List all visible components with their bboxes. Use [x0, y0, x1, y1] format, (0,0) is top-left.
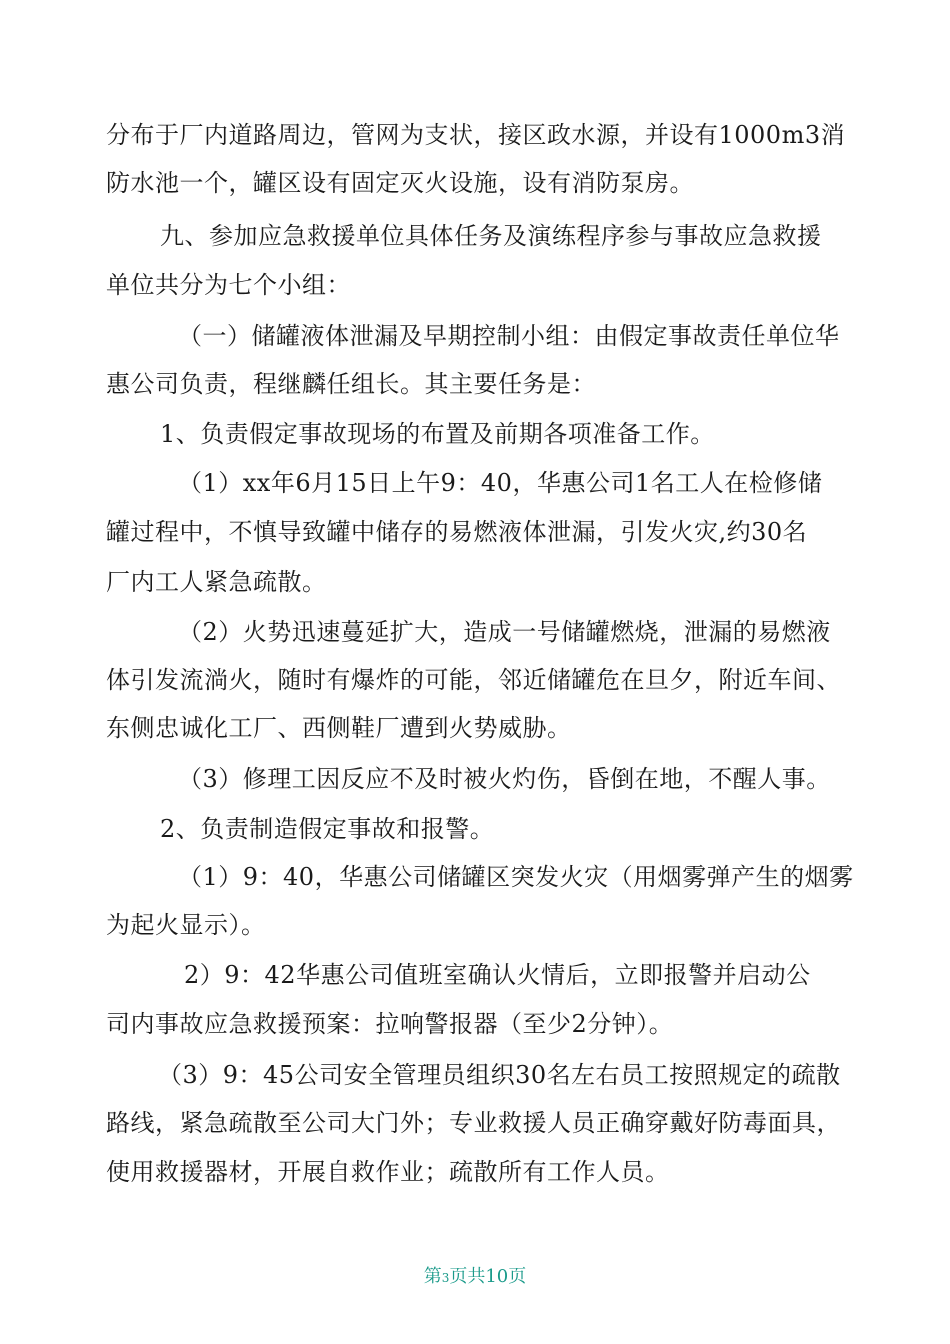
text-line: （1）xx年6月15日上午9：40，华惠公司1名工人在检修储 [178, 469, 823, 497]
page-footer [0, 1262, 950, 1288]
text-line: 惠公司负责，程继麟任组长。其主要任务是： [106, 370, 596, 398]
text-line: （1）9：40，华惠公司储罐区突发火灾（用烟雾弹产生的烟雾 [178, 863, 854, 891]
text-line: 九、参加应急救援单位具体任务及演练程序参与事故应急救援 [160, 222, 822, 250]
text-line: 单位共分为七个小组： [106, 271, 351, 299]
footer-middle: 页共 [449, 1266, 486, 1287]
text-line: （3）9：45公司安全管理员组织30名左右员工按照规定的疏散 [158, 1061, 841, 1089]
footer-total-pages: 10 [485, 1266, 509, 1287]
footer-suffix: 页 [508, 1266, 527, 1287]
text-line: 2、负责制造假定事故和报警。 [160, 815, 495, 843]
text-line: （3）修理工因反应不及时被火灼伤，昏倒在地，不醒人事。 [178, 765, 831, 793]
footer-prefix: 第 [423, 1266, 442, 1287]
text-line: 1、负责假定事故现场的布置及前期各项准备工作。 [160, 420, 715, 448]
text-line: （2）火势迅速蔓延扩大，造成一号储罐燃烧，泄漏的易燃液 [178, 618, 831, 646]
text-line: 分布于厂内道路周边，管网为支状，接区政水源，并设有1000m3消 [106, 121, 846, 149]
text-line: 罐过程中，不慎导致罐中储存的易燃液体泄漏，引发火灾,约30名 [106, 518, 808, 546]
text-line: 2）9：42华惠公司值班室确认火情后，立即报警并启动公 [184, 961, 811, 989]
text-line: 厂内工人紧急疏散。 [106, 568, 327, 596]
text-line: 体引发流淌火，随时有爆炸的可能，邻近储罐危在旦夕，附近车间、 [106, 666, 841, 694]
text-line: 路线，紧急疏散至公司大门外；专业救援人员正确穿戴好防毒面具， [106, 1109, 841, 1137]
text-line: 为起火显示）。 [106, 911, 266, 939]
text-line: 东侧忠诚化工厂、西侧鞋厂遭到火势威胁。 [106, 714, 572, 742]
text-line: 使用救援器材，开展自救作业；疏散所有工作人员。 [106, 1158, 670, 1186]
text-line: （一）储罐液体泄漏及早期控制小组：由假定事故责任单位华 [178, 322, 840, 350]
footer-current-page: 3 [441, 1271, 450, 1285]
text-line: 防水池一个，罐区设有固定灭火设施，设有消防泵房。 [106, 169, 694, 197]
text-line: 司内事故应急救援预案：拉响警报器（至少2分钟）。 [106, 1010, 674, 1038]
